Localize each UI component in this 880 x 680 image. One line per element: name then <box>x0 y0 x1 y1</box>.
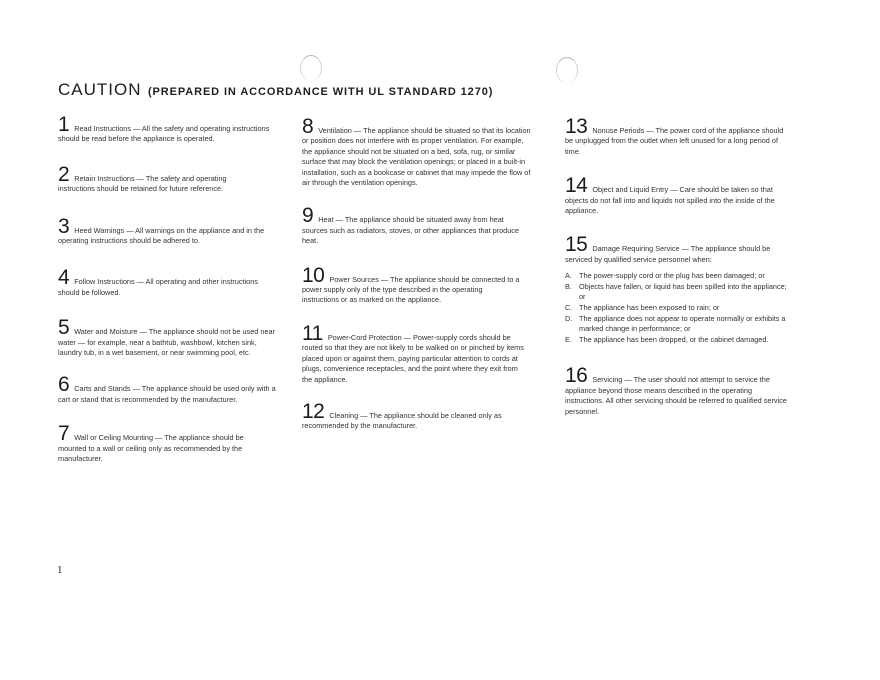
instruction-item <box>58 162 258 195</box>
instruction-text: Damage Requiring Service — The appliance should be serviced by qualified service personnel when: <box>565 244 771 264</box>
instruction-text: Cleaning — The appliance should be cleaned only as recommended by the manufacturer. <box>302 410 502 431</box>
instruction-number: 3 <box>58 214 70 238</box>
instruction-number: 9 <box>302 204 314 228</box>
page-number: 1 <box>57 564 63 576</box>
instruction-item <box>302 115 534 188</box>
instruction-item <box>58 113 282 145</box>
instruction-text: Retain Instructions — The safety and operating instructions should be retained for future reference. <box>58 173 227 194</box>
instruction-number: 10 <box>302 263 325 287</box>
instructions-column-1 <box>58 113 284 465</box>
instruction-text: Read Instructions — All the safety and operating instructions should be read before the appliance is operated. <box>58 124 270 144</box>
instruction-number: 7 <box>58 422 70 446</box>
instruction-number: 13 <box>565 115 588 138</box>
list-text: The appliance does not appear to operate normally or exhibits a marked change in performance; or <box>579 313 786 334</box>
list-letter: C. <box>565 303 573 313</box>
instruction-item <box>58 214 282 247</box>
caution-heading: CAUTION <box>58 80 142 99</box>
instruction-item <box>302 204 524 246</box>
instruction-text: Carts and Stands — The appliance should be used only with a cart or stand that is recommended by the manufacturer. <box>58 384 276 404</box>
instructions-column-2 <box>302 115 534 432</box>
list-item <box>565 282 791 303</box>
instruction-number: 1 <box>58 113 70 136</box>
instruction-number: 16 <box>565 364 588 388</box>
instruction-number: 5 <box>58 316 70 340</box>
instruction-number: 6 <box>58 373 70 397</box>
list-letter: B. <box>565 281 572 291</box>
list-item <box>565 271 791 282</box>
instruction-item <box>58 373 280 405</box>
instruction-item <box>565 115 791 157</box>
instruction-item <box>58 316 276 358</box>
instruction-text: Power-Cord Protection — Power-supply cords should be routed so that they are not likely to be walked on or pinched by items placed upon or against them, paying particular attention to cords at plugs, convenience receptacles, and the point where they exit from the appliance. <box>302 332 524 384</box>
instruction-number: 4 <box>58 266 70 290</box>
list-item <box>565 314 791 335</box>
instruction-item <box>565 364 787 417</box>
instruction-item <box>565 174 787 216</box>
instruction-text: Servicing — The user should not attempt to service the appliance beyond those means described in the operating instructions. All other servicing should be referred to qualified service personnel. <box>565 375 787 416</box>
punch-hole-mark <box>300 55 322 81</box>
instruction-item <box>565 233 791 345</box>
instruction-text: Ventilation — The appliance should be situated so that its location or position does not interfere with its proper ventilation. For example, the appliance should not be situated on a bed, sofa, rug, or similar surface that may block the ventilation openings; or placed in a built-in installation, such as a bookcase or cabinet that may impede the flow of air through the ventilation openings. <box>302 126 531 188</box>
instruction-text: Heed Warnings — All warnings on the appliance and in the operating instructions should be adhered to. <box>58 225 265 246</box>
damage-conditions-list <box>565 271 791 345</box>
instruction-text: Follow Instructions — All operating and other instructions should be followed. <box>58 277 258 297</box>
instruction-item <box>58 422 272 464</box>
instruction-item <box>58 266 280 298</box>
list-item <box>565 335 791 346</box>
instruction-text: Water and Moisture — The appliance should not be used near water — for example, near a bathtub, washbowl, kitchen sink, laundry tub, in a wet basement, or near swimming pool, etc. <box>58 327 275 358</box>
instruction-text: Wall or Ceiling Mounting — The appliance should be mounted to a wall or ceiling only as recommended by the manufacturer. <box>58 433 244 464</box>
caution-subtitle: (PREPARED IN ACCORDANCE WITH UL STANDARD 1270) <box>147 86 494 98</box>
list-letter: A. <box>565 271 572 281</box>
instruction-item <box>302 263 520 306</box>
instruction-text: Heat — The appliance should be situated away from heat sources such as radiators, stoves, or other appliances that produce heat. <box>302 215 519 246</box>
instruction-number: 11 <box>302 321 323 345</box>
instruction-item <box>302 321 528 385</box>
instruction-number: 8 <box>302 115 314 138</box>
list-text: Objects have fallen, or liquid has been spilled into the appliance; or <box>579 281 787 302</box>
instruction-text: Object and Liquid Entry — Care should be taken so that objects do not fall into and liquids not spilled into the inside of the appliance. <box>565 185 775 216</box>
list-item <box>565 303 791 314</box>
instruction-number: 2 <box>58 162 70 186</box>
instruction-number: 14 <box>565 174 588 198</box>
instruction-number: 15 <box>565 233 588 257</box>
instruction-text: Nonuse Periods — The power cord of the appliance should be unplugged from the outlet when left unused for a long period of time. <box>565 126 784 156</box>
list-letter: D. <box>565 313 573 323</box>
instruction-item <box>302 399 520 432</box>
list-text: The appliance has been dropped, or the cabinet damaged. <box>579 334 769 344</box>
instructions-column-3 <box>565 115 793 417</box>
punch-hole-mark <box>556 57 578 83</box>
list-text: The power-supply cord or the plug has been damaged; or <box>579 271 765 281</box>
instruction-text: Power Sources — The appliance should be connected to a power supply only of the type described in the operating instructions or as marked on the appliance. <box>302 274 520 305</box>
list-text: The appliance has been exposed to rain; or <box>579 303 720 313</box>
list-letter: E. <box>565 334 572 344</box>
page-title <box>58 80 493 100</box>
instruction-number: 12 <box>302 399 325 423</box>
